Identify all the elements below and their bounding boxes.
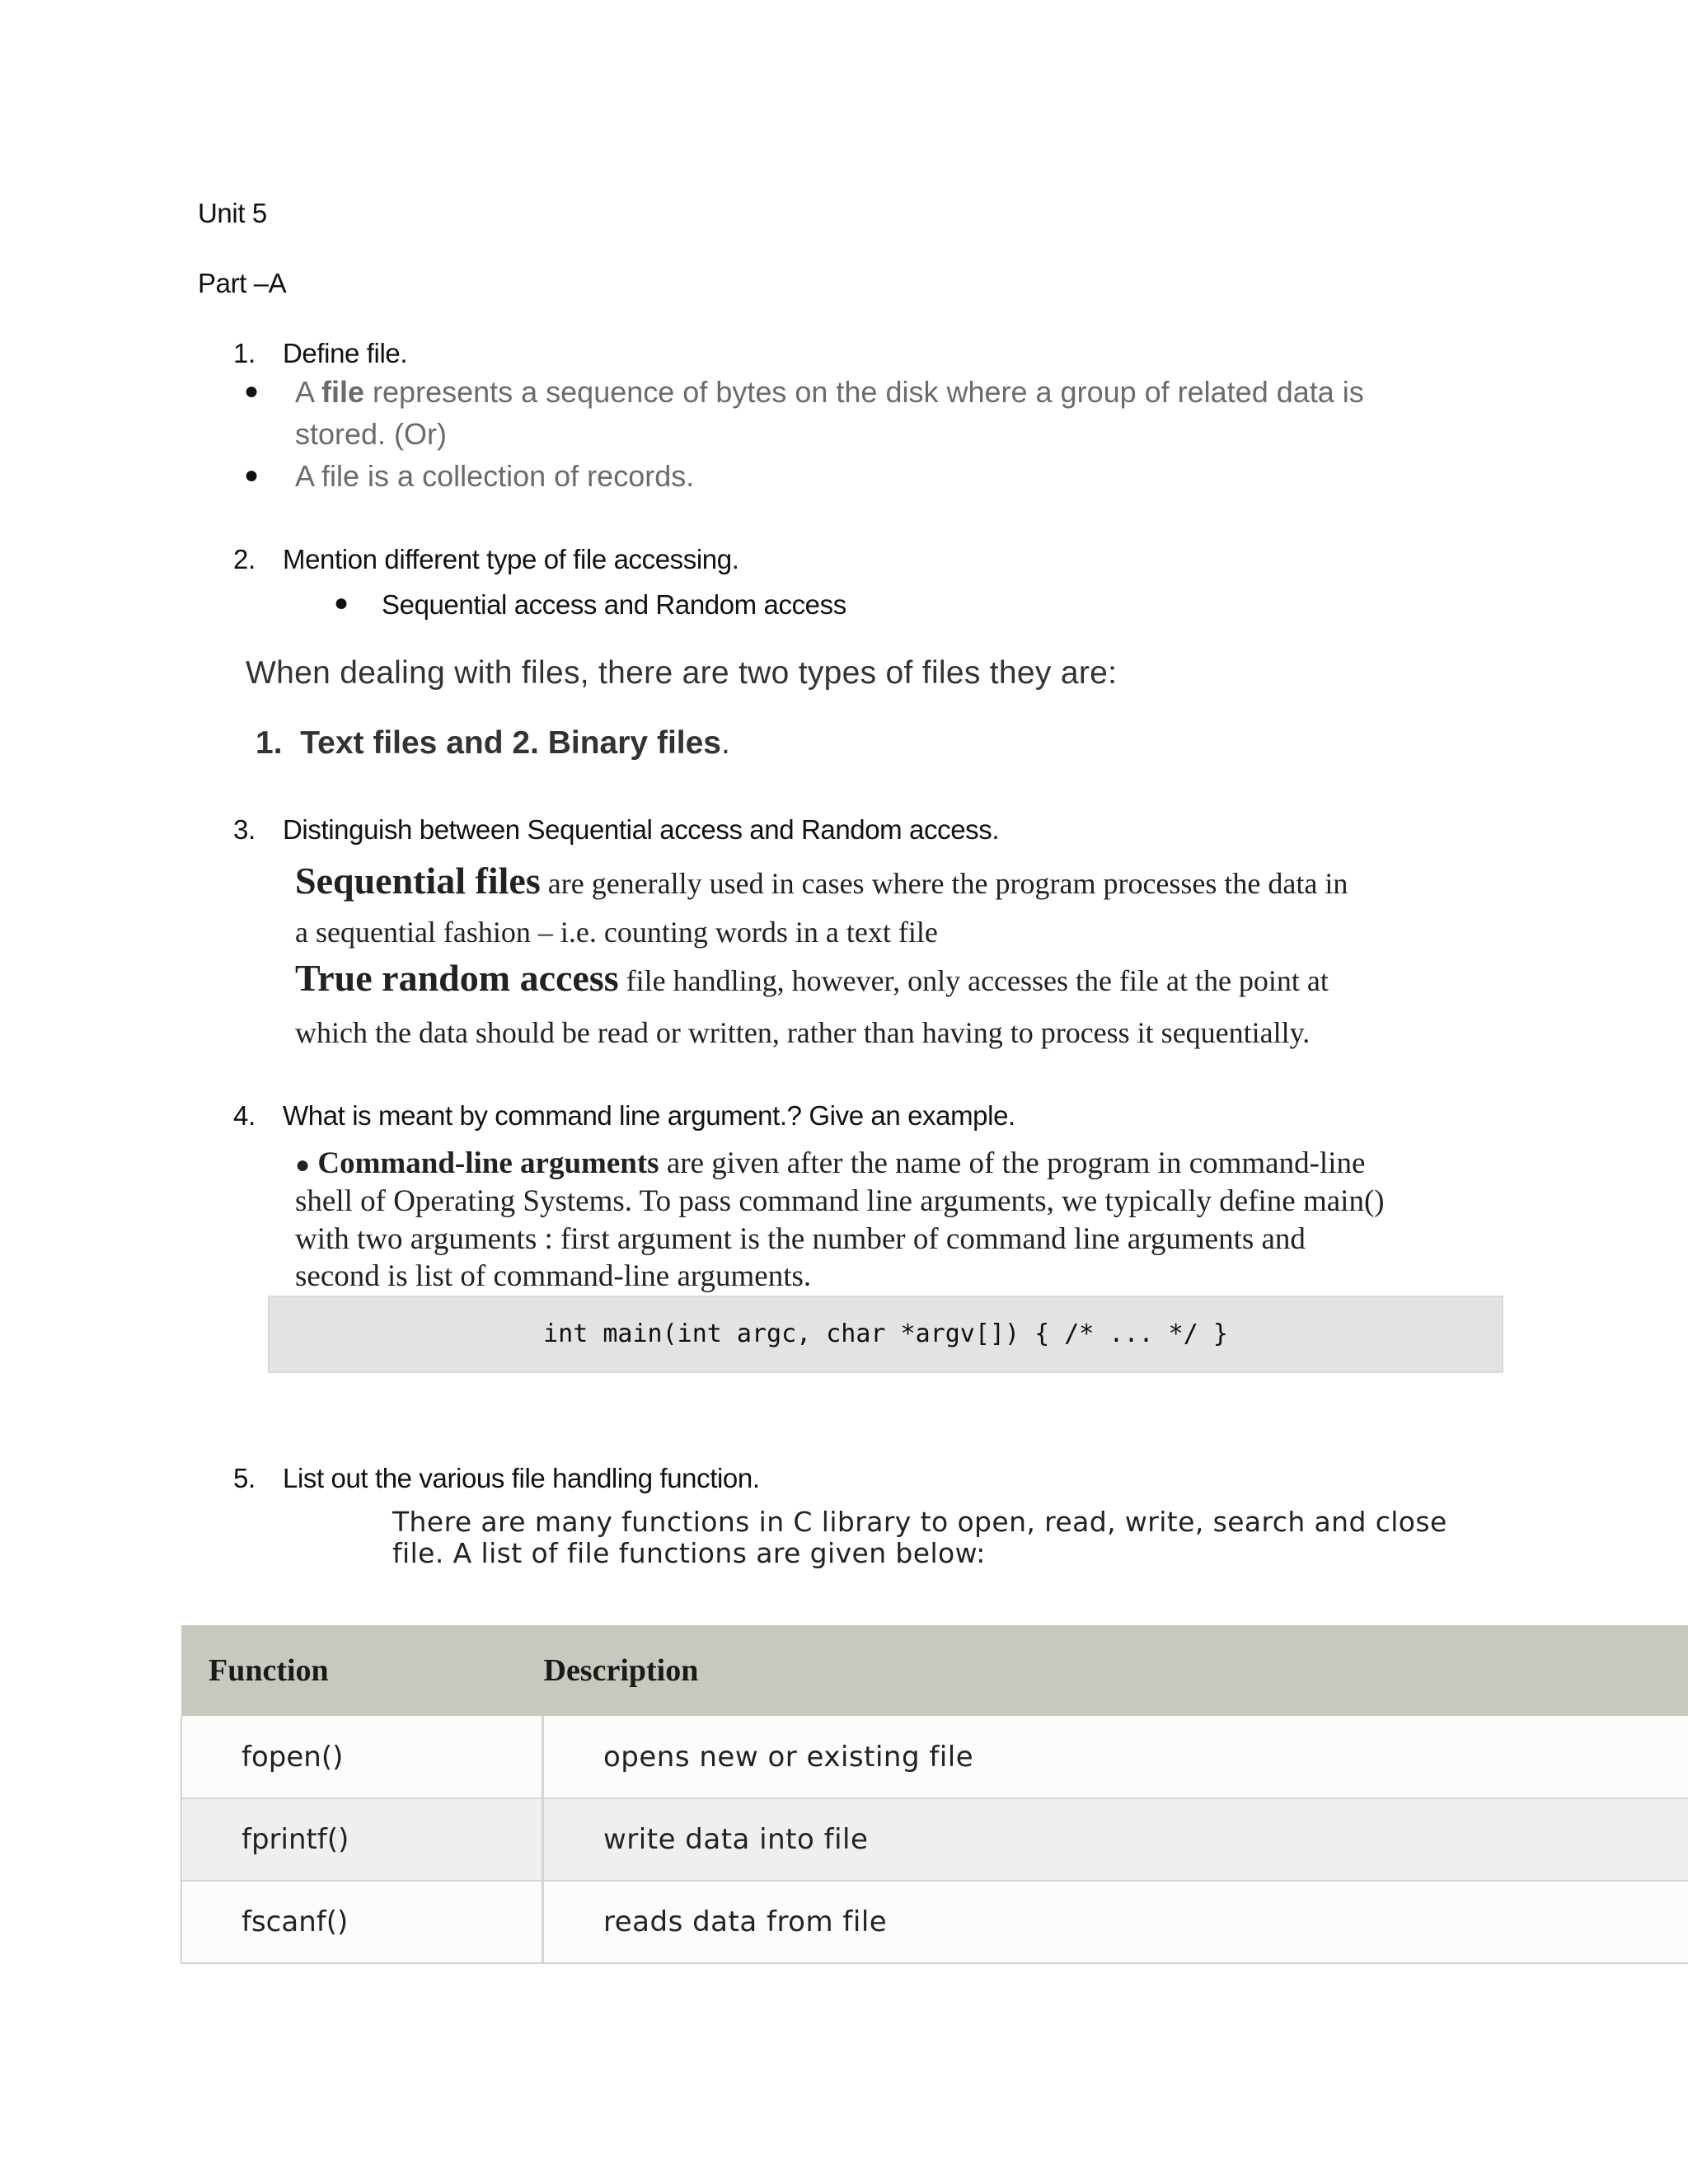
q3-sequential-cont: a sequential fashion – i.e. counting words in a text file — [295, 916, 938, 949]
function-cell: fscanf() — [181, 1881, 543, 1963]
part-heading: Part –A — [198, 268, 287, 298]
function-cell: fprintf() — [181, 1798, 543, 1881]
bullet-icon: ● — [244, 462, 260, 489]
description-cell: reads data from file — [603, 1905, 888, 1938]
header-function: Function — [209, 1653, 329, 1688]
q5-number: 5. — [233, 1463, 256, 1493]
code-example: int main(int argc, char *argv[]) { /* ... */ } — [543, 1319, 1228, 1348]
description-cell: opens new or existing file — [603, 1740, 974, 1774]
function-cell: fopen() — [181, 1716, 543, 1798]
q3-title: Distinguish between Sequential access and Random access. — [283, 814, 1000, 845]
q4-para-line-1: ● Command-line arguments are given after the name of the program in command-line — [295, 1146, 1366, 1180]
q2-note: When dealing with files, there are two types of files they are: — [246, 655, 1118, 691]
q1-title: Define file. — [283, 338, 408, 368]
q5-intro-line-2: file. A list of file functions are given below: — [392, 1537, 986, 1569]
code-block — [268, 1296, 1503, 1373]
description-cell: write data into file — [603, 1823, 869, 1856]
q4-title: What is meant by command line argument.? Give an example. — [283, 1100, 1015, 1131]
q5-intro-line-1: There are many functions in C library to open, read, write, search and close — [392, 1506, 1447, 1538]
q5-title: List out the various file handling function. — [283, 1463, 760, 1493]
q4-para-line-2: shell of Operating Systems. To pass command line arguments, we typically define main() — [295, 1184, 1385, 1218]
q2-bullet: Sequential access and Random access — [382, 589, 846, 620]
q4-number: 4. — [233, 1100, 256, 1131]
unit-heading: Unit 5 — [198, 198, 267, 228]
q1-number: 1. — [233, 338, 256, 368]
table-row — [181, 1798, 1688, 1881]
q1-bullet-1: A file represents a sequence of bytes on the disk where a group of related data is — [295, 375, 1364, 409]
file-functions-table — [181, 1625, 1688, 1964]
q3-random: True random access file handling, however, only accesses the file at the point at — [295, 957, 1329, 999]
q3-random-cont: which the data should be read or written, rather than having to process it sequentially. — [295, 1016, 1311, 1049]
table-row — [181, 1716, 1688, 1798]
q3-number: 3. — [233, 814, 256, 845]
table-row — [181, 1881, 1688, 1963]
q2-title: Mention different type of file accessing. — [283, 544, 739, 574]
bullet-icon: ● — [334, 589, 349, 616]
q2-number: 2. — [233, 544, 256, 574]
q1-bullet-2: A file is a collection of records. — [295, 459, 695, 493]
bullet-icon: ● — [244, 377, 260, 405]
q4-para-line-3: with two arguments : first argument is the number of command line arguments and — [295, 1222, 1306, 1256]
bullet-icon: ● — [295, 1151, 311, 1179]
table-header-row — [181, 1625, 1688, 1716]
q2-types: 1. Text files and 2. Binary files. — [256, 725, 730, 761]
q3-sequential: Sequential files are generally used in cases where the program processes the data in — [295, 860, 1348, 902]
header-description: Description — [543, 1653, 699, 1688]
q1-bullet-1-cont: stored. (Or) — [295, 417, 448, 451]
q4-para-line-4: second is list of command-line arguments. — [295, 1259, 812, 1293]
